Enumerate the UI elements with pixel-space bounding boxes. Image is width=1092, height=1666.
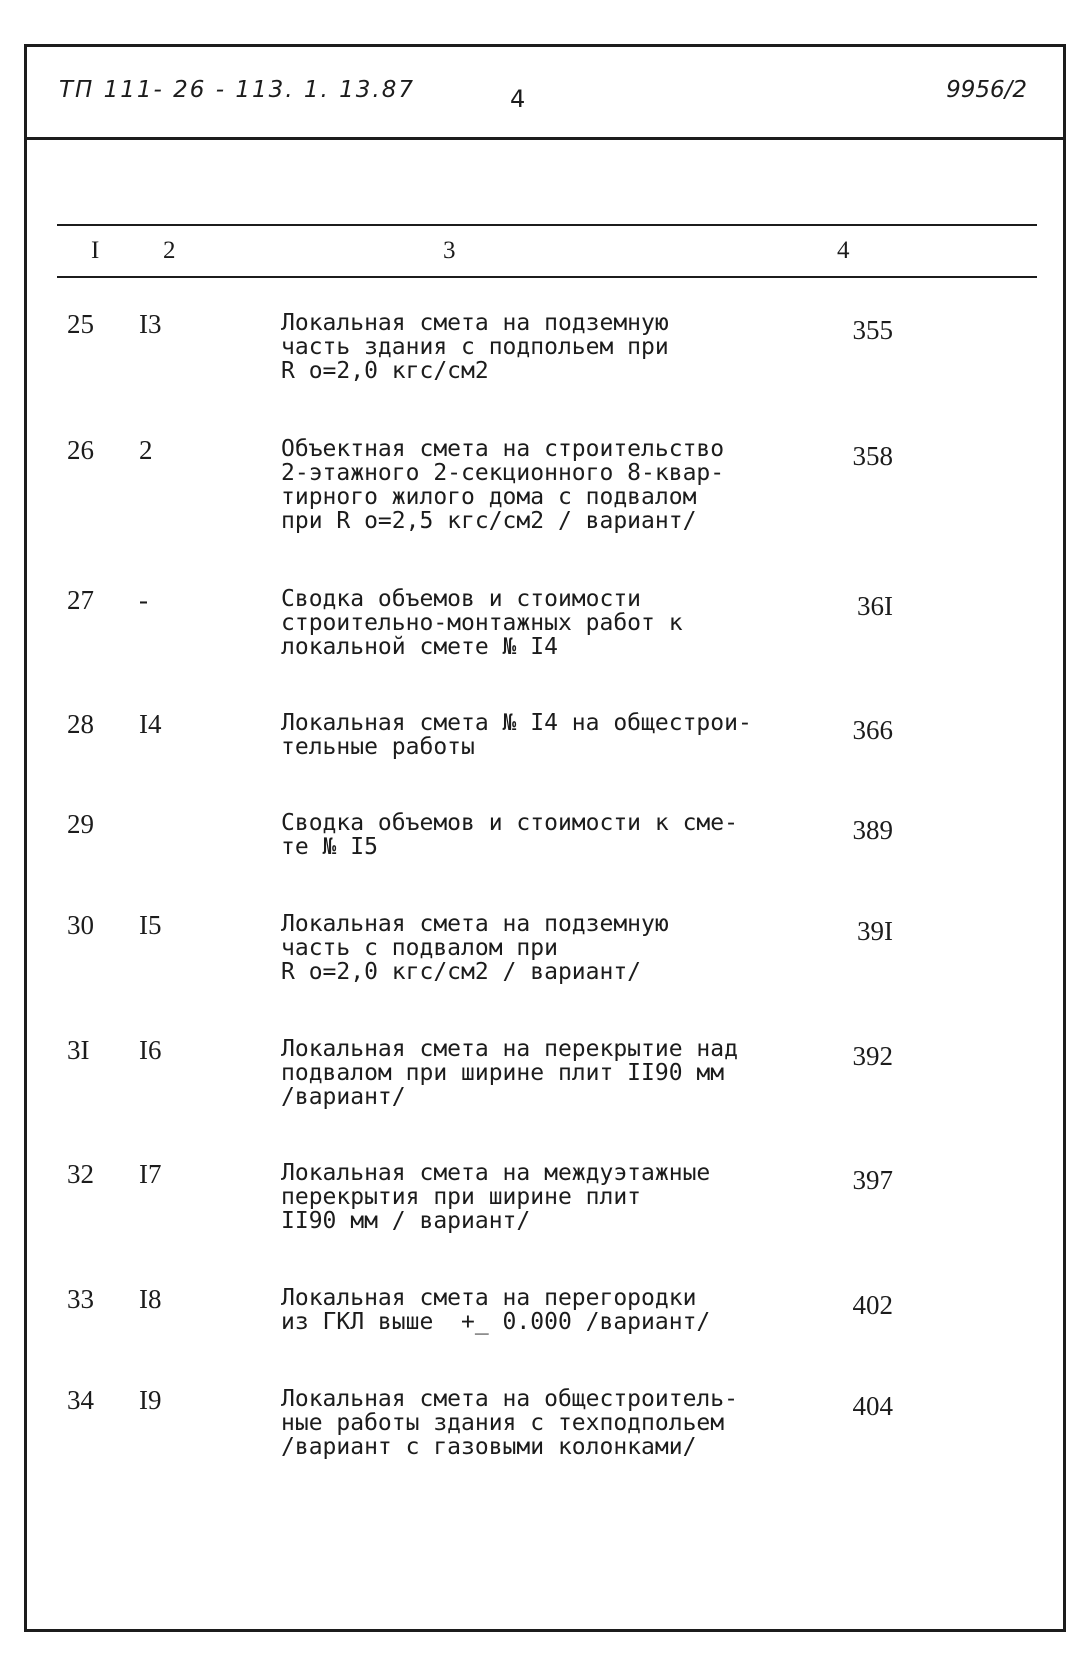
row-title: Сводка объемов и стоимости к сме- те № I5: [281, 810, 738, 860]
row-title: Локальная смета на междуэтажные перекрытия при ширине плит II90 мм / вариант/: [281, 1160, 711, 1234]
estimate-number: I5: [139, 910, 162, 940]
row-title: Локальная смета на общестроитель- ные работы здания с техподпольем /вариант с газовыми колонками/: [281, 1386, 738, 1460]
row-number: 25: [67, 309, 94, 339]
row-title: Локальная смета на подземную часть с подвалом при R о=2,0 кгс/см2 / вариант/: [281, 911, 669, 985]
page-number: 355: [852, 315, 893, 345]
page-number: 358: [852, 441, 893, 471]
row-title: Локальная смета на перекрытие над подвалом при ширине плит II90 мм /вариант/: [281, 1036, 738, 1110]
inventory-number: 9956/2: [946, 77, 1027, 103]
row-number: 3I: [67, 1035, 90, 1065]
row-number: 34: [67, 1385, 94, 1415]
document-code: ТП 111- 26 - 113. 1. 13.87: [59, 77, 415, 103]
row-title: Локальная смета № I4 на общестрои- тельные работы: [281, 710, 752, 760]
estimate-number: I3: [139, 309, 162, 339]
page-number: 392: [852, 1041, 893, 1071]
row-number: 27: [67, 585, 94, 615]
page-number: 402: [852, 1290, 893, 1320]
page-number: 389: [852, 815, 893, 845]
page-number: 366: [852, 715, 893, 745]
column-header-3: 3: [443, 237, 456, 264]
row-title: Локальная смета на подземную часть здания с подпольем при R о=2,0 кгс/см2: [281, 310, 669, 384]
sheet-number: 4: [510, 85, 526, 113]
page-frame: [24, 44, 1066, 1632]
page-number: 39I: [857, 916, 893, 946]
estimate-number: -: [139, 585, 148, 615]
row-number: 29: [67, 809, 94, 839]
estimate-number: I8: [139, 1284, 162, 1314]
page-number: 36I: [857, 591, 893, 621]
column-header-1: I: [91, 237, 100, 264]
column-header-4: 4: [837, 237, 850, 264]
row-title: Локальная смета на перегородки из ГКЛ выше +_ 0.000 /вариант/: [281, 1285, 711, 1335]
row-number: 30: [67, 910, 94, 940]
estimate-number: I9: [139, 1385, 162, 1415]
row-number: 32: [67, 1159, 94, 1189]
table-column-header: [57, 224, 1037, 278]
row-title: Сводка объемов и стоимости строительно-монтажных работ к локальной смете № I4: [281, 586, 683, 660]
estimate-number: I7: [139, 1159, 162, 1189]
row-number: 33: [67, 1284, 94, 1314]
row-number: 26: [67, 435, 94, 465]
title-block: [27, 47, 1063, 140]
row-title: Объектная смета на строительство 2-этажного 2-секционного 8-квар- тирного жилого дома с подвалом при R о=2,5 кгс/см2 / вариант/: [281, 436, 725, 534]
estimate-number: I4: [139, 709, 162, 739]
estimate-number: I6: [139, 1035, 162, 1065]
row-number: 28: [67, 709, 94, 739]
estimate-number: 2: [139, 435, 153, 465]
column-header-2: 2: [163, 237, 176, 264]
page-number: 397: [852, 1165, 893, 1195]
page-number: 404: [852, 1391, 893, 1421]
